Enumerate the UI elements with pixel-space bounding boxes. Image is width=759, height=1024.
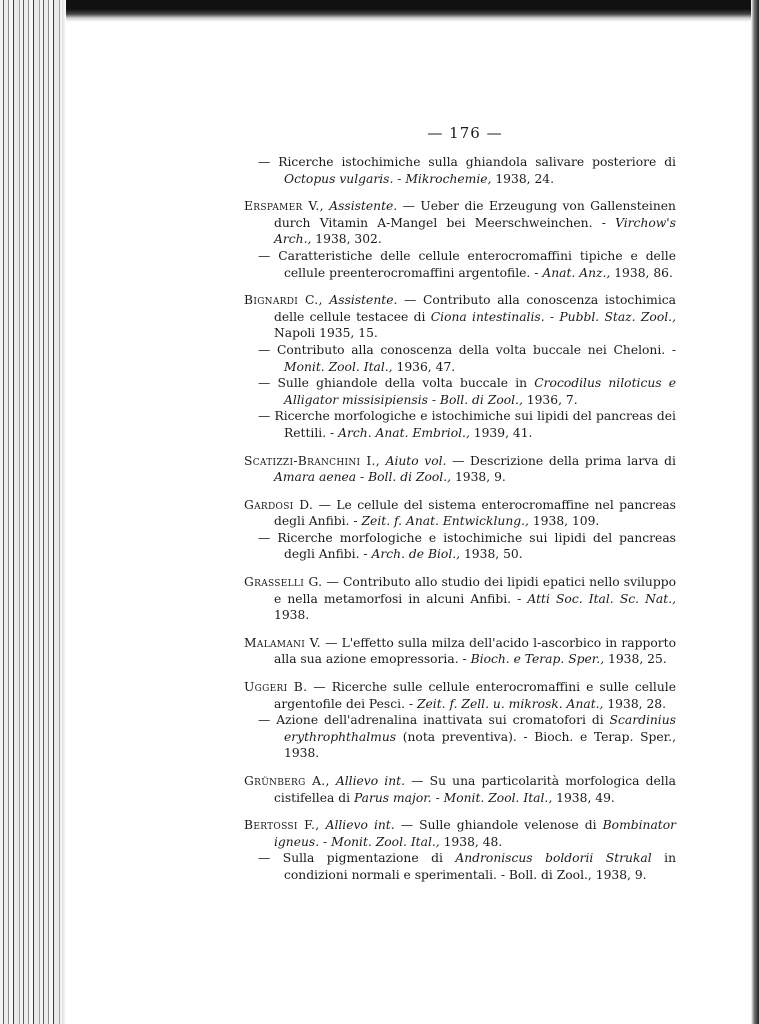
dash: — [258, 851, 283, 866]
publication-item [244, 850, 676, 883]
publication-title: Le cellule del sistema enterocromaffine nel pancreas degli Anfibi. - [274, 497, 676, 529]
bibliography-entry [244, 574, 676, 624]
publication-reference: 1938, 9. [451, 470, 506, 485]
publication-reference: 1936, 7. [522, 392, 578, 407]
dash: — [394, 818, 420, 833]
publication-reference: 1939, 41. [469, 425, 533, 440]
author-name: Bertossi F., [244, 818, 320, 833]
dash: — [405, 774, 430, 788]
dash: — [258, 713, 277, 728]
author-role: Allievo int. [335, 774, 406, 788]
scan-right-border [751, 0, 759, 1024]
publication-item [244, 453, 676, 486]
author-name: Gardosi D. [244, 497, 314, 512]
publication-reference: 1938, 49. [552, 790, 615, 805]
publication-title: Sulle ghiandole velenose di [419, 818, 597, 833]
publication-reference: 1936, 47. [392, 359, 456, 374]
publication-item [244, 292, 676, 342]
journal-name: Zeit. f. Anat. Entwicklung., [361, 514, 529, 529]
journal-name: Anat. Anz., [542, 265, 611, 280]
publication-item [244, 154, 676, 187]
author-role: Assistente. [329, 199, 398, 214]
publication-title: Contributo alla conoscenza istochimica delle cellule testacee di [274, 293, 676, 324]
dash: — [446, 453, 471, 468]
publication-title: Caratteristiche delle cellule enterocromaffini tipiche e delle cellule preenterocromaffini argentofile. - [278, 248, 676, 280]
bibliography-entry [244, 292, 676, 441]
journal-name: Ciona intestinalis. - Pubbl. Staz. Zool., [430, 309, 676, 324]
dash: — [258, 376, 278, 391]
journal-name: Arch. de Biol., [371, 547, 461, 562]
publication-title: Sulla pigmentazione di [282, 851, 443, 866]
publication-title: Su una particolarità morfologica della cistifellea di [274, 774, 676, 805]
publication-title: Ricerche istochimiche sulla ghiandola salivare posteriore di [278, 155, 676, 169]
bibliography-list [244, 154, 676, 895]
author-name: Uggeri B. [244, 680, 308, 695]
journal-name: Bioch. e Terap. Sper., [470, 652, 605, 667]
author-name: Erspamer V., [244, 199, 324, 214]
publication-reference: 1938. [274, 608, 310, 623]
dash: — [322, 575, 343, 590]
journal-name: Androniscus boldorii Strukal [455, 851, 652, 866]
dash: — [313, 497, 337, 512]
publication-item [244, 375, 676, 408]
dash: — [397, 293, 423, 308]
bibliography-entry [244, 453, 676, 486]
dash: — [258, 409, 275, 424]
publication-reference: (nota preventiva). - Bioch. e Terap. Sper., 1938. [284, 729, 676, 761]
publication-item [244, 248, 676, 281]
publication-title: Sulle ghiandole della volta buccale in [277, 376, 528, 391]
bibliography-entry [244, 154, 676, 187]
publication-title: Ricerche morfologiche e istochimiche sui lipidi del pancreas degli Anfibi. - [277, 530, 676, 562]
publication-item [244, 712, 676, 762]
journal-name: Scardinius erythrophthalmus [284, 713, 676, 744]
publication-reference: in condizioni normali e sperimentali. - Boll. di Zool., 1938, 9. [284, 851, 676, 882]
book-binding-edge [0, 0, 66, 1024]
publication-item [244, 574, 676, 624]
publication-reference: 1938, 302. [311, 232, 382, 247]
publication-title: Ueber die Erzeugung von Gallensteinen durch Vitamin A-Mangel bei Meerschweinchen. - [274, 199, 676, 230]
author-role: Assistente. [329, 293, 398, 308]
publication-title: Contributo alla conoscenza della volta buccale nei Cheloni. - [276, 342, 676, 357]
author-name: Grasselli G. [244, 575, 323, 590]
bibliography-entry [244, 497, 676, 563]
author-name: Scatizzi-Branchini I., [244, 453, 380, 468]
publication-reference: 1938, 48. [439, 834, 503, 849]
publication-reference: 1938, 50. [460, 547, 523, 562]
journal-name: Zeit. f. Zell. u. mikrosk. Anat., [416, 696, 604, 711]
dash: — [320, 635, 342, 650]
page-number: — 176 — [427, 124, 503, 142]
journal-name: Monit. Zool. Ital., [284, 359, 393, 374]
publication-title: Descrizione della prima larva di [470, 453, 676, 468]
dash: — [258, 155, 279, 169]
publication-item [244, 817, 676, 850]
journal-name: Crocodilus niloticus e Alligator missisipiensis - Boll. di Zool., [284, 376, 676, 407]
bibliography-entry [244, 198, 676, 281]
publication-title: L'effetto sulla milza dell'acido l-ascorbico in rapporto alla sua azione emopressoria. - [274, 635, 676, 667]
dash: — [258, 530, 278, 545]
publication-reference: Napoli 1935, 15. [274, 326, 378, 341]
scan-top-border [40, 0, 759, 22]
journal-name: Octopus vulgaris. - Mikrochemie, [284, 171, 492, 186]
author-role: Aiuto vol. [385, 453, 447, 468]
journal-name: Arch. Anat. Embriol., [338, 425, 470, 440]
publication-item [244, 679, 676, 712]
journal-name: Bombinator igneus. - Monit. Zool. Ital., [274, 818, 677, 849]
publication-reference: 1938, 109. [528, 514, 600, 529]
dash: — [258, 342, 277, 357]
bibliography-entry [244, 817, 676, 883]
publication-title: Ricerche morfologiche e istochimiche sui lipidi del pancreas dei Rettili. - [274, 409, 676, 440]
journal-name: Amara aenea - Boll. di Zool., [274, 470, 452, 485]
journal-name: Atti Soc. Ital. Sc. Nat., [527, 591, 676, 606]
publication-item [244, 342, 676, 375]
journal-name: Virchow's Arch., [274, 215, 676, 247]
publication-item [244, 198, 676, 248]
publication-item [244, 635, 676, 668]
bibliography-entry [244, 773, 676, 806]
publication-title: Ricerche sulle cellule enterocromaffini e sulle cellule argentofile dei Pesci. - [274, 680, 676, 711]
bibliography-entry [244, 679, 676, 762]
publication-title: Azione dell'adrenalina inattivata sui cromatofori di [276, 713, 604, 728]
journal-name: Parus major. - Monit. Zool. Ital., [353, 790, 553, 805]
dash: — [397, 199, 421, 214]
publication-item [244, 530, 676, 563]
publication-reference: 1938, 86. [610, 265, 673, 280]
author-name: Malamani V. [244, 635, 321, 650]
publication-reference: 1938, 24. [491, 171, 555, 186]
author-name: Grünberg A., [244, 774, 330, 788]
publication-title: Contributo allo studio dei lipidi epatici nello sviluppo e nella metamorfosi in alcuni Anfibi. - [274, 575, 676, 606]
dash: — [307, 680, 332, 695]
author-role: Allievo int. [325, 818, 395, 833]
dash: — [258, 248, 279, 263]
author-name: Bignardi C., [244, 293, 323, 308]
bibliography-entry [244, 635, 676, 668]
publication-item [244, 408, 676, 441]
publication-reference: 1938, 28. [603, 696, 667, 711]
publication-reference: 1938, 25. [604, 652, 667, 667]
publication-item [244, 773, 676, 806]
publication-item [244, 497, 676, 530]
